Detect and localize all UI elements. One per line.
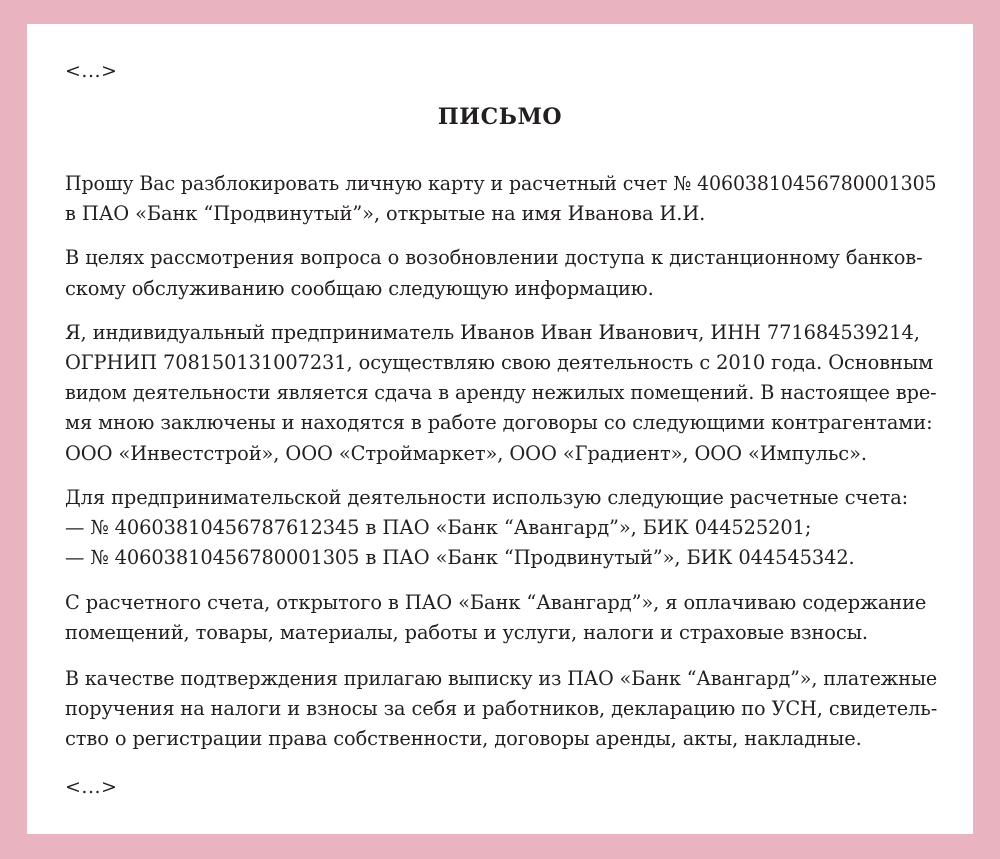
- paragraph-line: В качестве подтверждения прилагаю выписку из ПАО «Банк “Авангард”», платежные: [65, 667, 938, 690]
- paragraph-line: ОГРНИП 708150131007231, осуществляю свою деятельность с 2010 года. Основным: [65, 351, 934, 374]
- paragraph-line: Прошу Вас разблокировать личную карту и расчетный счет № 40603810456780001305: [65, 172, 937, 195]
- paragraph-line: С расчетного счета, открытого в ПАО «Банк “Авангард”», я оплачиваю содержание: [65, 591, 927, 614]
- paragraph-line: ООО «Инвестстрой», ООО «Строймаркет», ООО «Градиент», ООО «Импульс».: [65, 442, 867, 465]
- letter-title: ПИСЬМО: [437, 104, 563, 130]
- paragraph-line: поручения на налоги и взносы за себя и работников, декларацию по УСН, свидетель-: [65, 697, 938, 720]
- paragraph-line: в ПАО «Банк “Продвинутый”», открытые на имя Иванова И.И.: [65, 202, 706, 225]
- paragraph-line: Я, индивидуальный предприниматель Иванов Иван Иванович, ИНН 771684539214,: [65, 321, 920, 344]
- account-list-item: — № 40603810456780001305 в ПАО «Банк “Продвинутый”», БИК 044545342.: [65, 546, 855, 569]
- account-list-item: — № 40603810456787612345 в ПАО «Банк “Авангард”», БИК 044525201;: [65, 516, 812, 539]
- paragraph-line: Для предпринимательской деятельности использую следующие расчетные счета:: [65, 486, 909, 509]
- paragraph-line: В целях рассмотрения вопроса о возобновлении доступа к дистанционному банков-: [65, 246, 923, 269]
- omission-marker-bottom: <...>: [65, 776, 118, 798]
- paragraph-line: скому обслуживанию сообщаю следующую информацию.: [65, 277, 654, 300]
- paragraph-line: мя мною заключены и находятся в работе договоры со следующими контрагентами:: [65, 411, 933, 434]
- omission-marker-top: <...>: [65, 60, 118, 82]
- paragraph-line: помещений, товары, материалы, работы и услуги, налоги и страховые взносы.: [65, 621, 868, 644]
- paragraph-line: видом деятельности является сдача в аренду нежилых помещений. В настоящее вре-: [65, 381, 937, 404]
- paragraph-line: ство о регистрации права собственности, договоры аренды, акты, накладные.: [65, 727, 862, 750]
- letter-sheet: [27, 24, 973, 834]
